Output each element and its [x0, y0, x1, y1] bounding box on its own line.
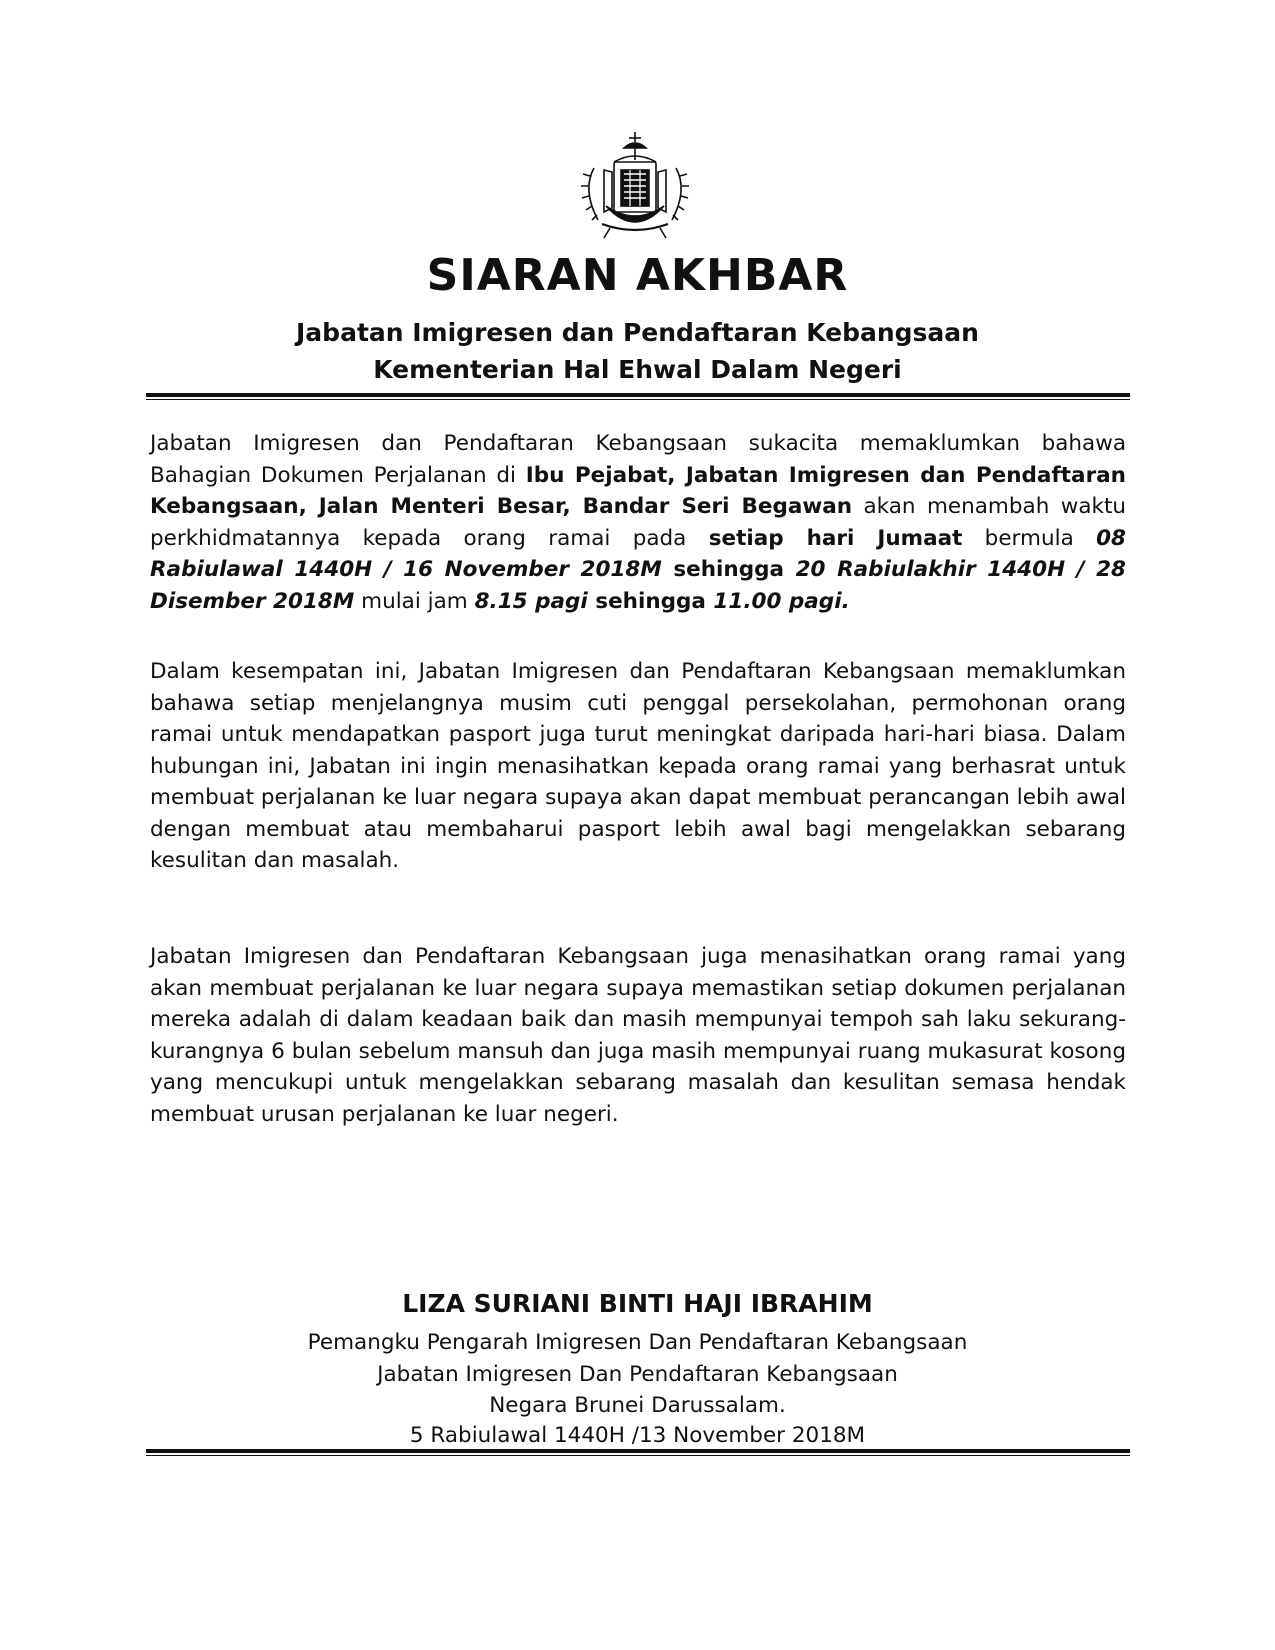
footer-divider: [146, 1449, 1130, 1456]
paragraph-text: Jabatan Imigresen dan Pendaftaran Kebangsaan sukacita memaklumkan bahawa Bahagian Dokumen Perjalanan di: [150, 431, 1126, 488]
signatory-country: Negara Brunei Darussalam.: [489, 1393, 786, 1418]
announcement-paragraph: [150, 428, 1126, 617]
start-time: 8.15 pagi: [474, 588, 588, 614]
signatory-name: LIZA SURIANI BINTI HAJI IBRAHIM: [402, 1289, 873, 1318]
paragraph-text: mulai jam: [354, 588, 475, 614]
paragraph-connector: sehingga: [587, 588, 714, 614]
brunei-crest-icon: [572, 128, 698, 244]
paragraph-connector: sehingga: [661, 557, 796, 582]
ministry-subtitle: Kementerian Hal Ehwal Dalam Negeri: [373, 355, 902, 384]
release-date: 5 Rabiulawal 1440H /13 November 2018M: [409, 1423, 866, 1448]
signatory-department: Jabatan Imigresen Dan Pendaftaran Kebangsaan: [377, 1362, 898, 1387]
service-day: setiap hari Jumaat: [708, 525, 963, 551]
department-subtitle: Jabatan Imigresen dan Pendaftaran Kebangsaan: [296, 318, 979, 347]
end-date: 20 Rabiulakhir 1440H / 28 Disember 2018M: [150, 557, 1126, 614]
paragraph-text: akan menambah waktu perkhidmatannya kepada orang ramai pada: [150, 494, 1127, 551]
signatory-position: Pemangku Pengarah Imigresen Dan Pendaftaran Kebangsaan: [307, 1330, 968, 1355]
page-title: SIARAN AKHBAR: [426, 250, 849, 301]
end-time: 11.00 pagi.: [713, 588, 850, 614]
document-advice-paragraph: Jabatan Imigresen dan Pendaftaran Kebangsaan juga menasihatkan orang ramai yang akan membuat perjalanan ke luar negara supaya memastikan setiap dokumen perjalanan mereka adalah di dalam keadaan baik dan masih mempunyai tempoh sah laku sekurang-kurangnya 6 bulan sebelum mansuh dan juga masih mempunyai ruang mukasurat kosong yang mencukupi untuk mengelakkan sebarang masalah dan kesulitan semasa hendak membuat urusan perjalanan ke luar negeri.: [150, 944, 1126, 1127]
paragraph-text: bermula: [962, 525, 1097, 551]
advice-paragraph: Dalam kesempatan ini, Jabatan Imigresen dan Pendaftaran Kebangsaan memaklumkan bahawa setiap menjelangnya musim cuti penggal persekolahan, permohonan orang ramai untuk mendapatkan pasport juga turut meningkat daripada hari-hari biasa. Dalam hubungan ini, Jabatan ini ingin menasihatkan kepada orang ramai yang berhasrat untuk membuat perjalanan ke luar negara supaya akan dapat membuat perancangan lebih awal dengan membuat atau membaharui pasport lebih awal bagi mengelakkan sebarang kesulitan dan masalah.: [150, 659, 1126, 873]
start-date: 08 Rabiulawal 1440H / 16 November 2018M: [150, 525, 1126, 582]
header-divider: [146, 393, 1130, 400]
office-location: Ibu Pejabat, Jabatan Imigresen dan Pendaftaran Kebangsaan, Jalan Menteri Besar, Bandar Seri Begawan: [150, 462, 1126, 519]
